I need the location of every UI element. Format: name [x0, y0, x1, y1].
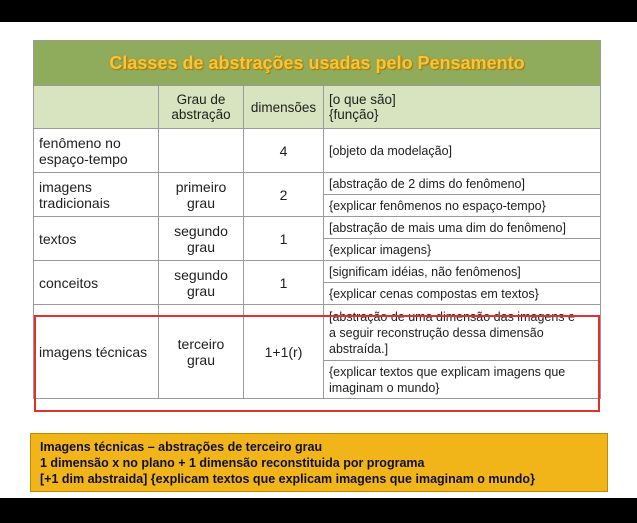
row-desc-abstracao-line1: [abstração de uma dimensão das imagens e — [329, 309, 575, 324]
row-dim: 2 — [244, 173, 324, 217]
row-dim: 4 — [244, 129, 324, 173]
table-row — [34, 129, 601, 173]
row-grau-line2: grau — [186, 351, 216, 368]
row-grau — [159, 173, 244, 217]
row-grau — [159, 305, 244, 399]
row-desc-abstracao: [abstração de mais uma dim do fenômeno] — [324, 217, 601, 239]
row-desc-funcao-line1: {explicar textos que explicam imagens que — [329, 364, 566, 379]
row-name-line2: espaço-tempo — [39, 150, 128, 167]
row-name: imagens técnicas — [34, 305, 159, 399]
header-grau-line1: Grau de — [176, 92, 226, 107]
row-desc-abstracao-line2: a seguir reconstrução dessa dimensão — [329, 325, 544, 340]
table-row — [34, 217, 601, 239]
table-title-row — [34, 41, 601, 86]
table-row — [34, 173, 601, 195]
row-grau — [159, 261, 244, 305]
row-name-line1: imagens — [39, 178, 92, 195]
header-empty-cell — [34, 86, 159, 129]
abstractions-table — [33, 40, 601, 399]
row-grau-line2: grau — [186, 238, 216, 255]
summary-box — [30, 433, 608, 492]
row-desc-abstracao-line3: abstraída.] — [329, 341, 389, 356]
row-name-line2: tradicionais — [39, 194, 110, 211]
row-desc-funcao: {explicar imagens} — [324, 239, 601, 261]
row-desc-funcao: {explicar cenas compostas em textos} — [324, 283, 601, 305]
header-grau-line2: abstração — [171, 107, 231, 122]
row-grau-line2: grau — [186, 194, 216, 211]
table-title: Classes de abstrações usadas pelo Pensamento — [34, 41, 601, 86]
header-o-que-sao — [324, 86, 601, 129]
row-desc-abstracao: [abstração de 2 dims do fenômeno] — [324, 173, 601, 195]
summary-line1: Imagens técnicas – abstrações de terceiro grau — [40, 440, 323, 454]
row-dim: 1 — [244, 261, 324, 305]
row-desc-funcao-line2: imaginam o mundo} — [329, 380, 440, 395]
row-grau — [159, 217, 244, 261]
bottom-letterbox-bar — [0, 498, 637, 523]
row-name-line1: fenômeno no — [39, 134, 121, 151]
row-grau-line1: segundo — [174, 266, 228, 283]
table-header-row — [34, 86, 601, 129]
row-name — [34, 173, 159, 217]
row-name: textos — [34, 217, 159, 261]
row-desc-funcao — [324, 361, 601, 399]
row-name — [34, 129, 159, 173]
row-grau — [159, 129, 244, 173]
row-desc: [objeto da modelação] — [324, 129, 601, 173]
top-letterbox-bar — [0, 0, 637, 22]
row-grau-line2: grau — [186, 282, 216, 299]
abstractions-table-container — [33, 40, 601, 399]
row-dim: 1 — [244, 217, 324, 261]
summary-line3: [+1 dim abstraida] {explicam textos que explicam imagens que imaginam o mundo} — [40, 472, 535, 486]
row-desc-abstracao — [324, 305, 601, 361]
summary-line2: 1 dimensão x no plano + 1 dimensão reconstituida por programa — [40, 456, 425, 470]
header-o-que-sao-line1: [o que são] — [329, 92, 396, 107]
table-row-highlighted — [34, 305, 601, 361]
row-grau-line1: segundo — [174, 222, 228, 239]
row-name: conceitos — [34, 261, 159, 305]
table-row — [34, 261, 601, 283]
row-grau-line1: primeiro — [175, 178, 227, 195]
header-grau — [159, 86, 244, 129]
row-desc-abstracao: [significam idéias, não fenômenos] — [324, 261, 601, 283]
row-desc-funcao: {explicar fenômenos no espaço-tempo} — [324, 195, 601, 217]
header-dimensoes: dimensões — [244, 86, 324, 129]
header-funcao-line2: {função} — [329, 107, 379, 122]
row-dim: 1+1(r) — [244, 305, 324, 399]
row-grau-line1: terceiro — [177, 335, 225, 352]
